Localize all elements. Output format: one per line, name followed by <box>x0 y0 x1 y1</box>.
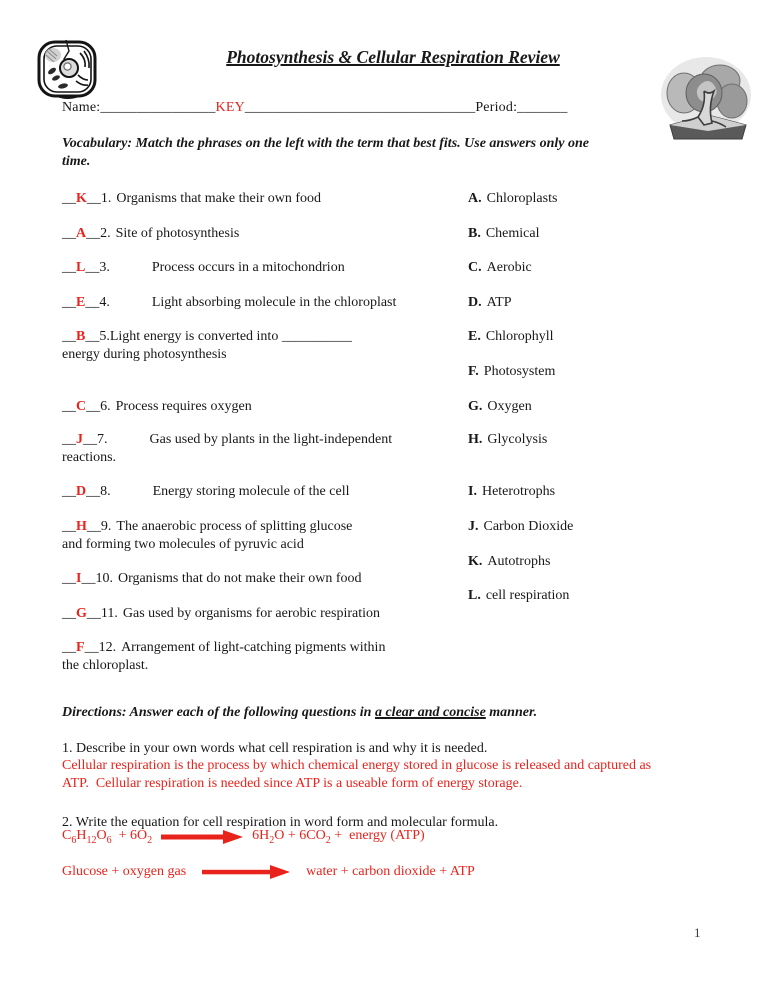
formula-subscript: 12 <box>86 834 97 846</box>
question-number: 12. <box>98 640 117 655</box>
answer-blank: __ <box>86 399 101 414</box>
term-text: Photosystem <box>483 364 556 379</box>
term-text: Chemical <box>485 226 540 241</box>
term-text: Autotrophs <box>487 554 551 569</box>
vocabulary-line1: Vocabulary: Match the phrases on the left with the term that best fits. Use answers only one <box>62 136 589 151</box>
formula-subscript: 6 <box>106 834 112 846</box>
term-f <box>468 363 555 381</box>
term-text: Glycolysis <box>487 432 548 447</box>
answer-letter: D <box>76 484 87 499</box>
matching-question-3 <box>62 259 345 277</box>
question-2: 2. Write the equation for cell respiration in word form and molecular formula. <box>62 815 499 830</box>
term-i <box>468 483 555 501</box>
question-number: 4. <box>99 295 110 310</box>
answer-blank: __ <box>85 329 100 344</box>
matching-question-5 <box>62 328 352 363</box>
answer-blank: __ <box>85 295 100 310</box>
term-text: Heterotrophs <box>481 484 556 499</box>
answer-blank: __ <box>62 640 76 655</box>
reaction-arrow-icon <box>202 865 290 879</box>
question-number: 11. <box>100 606 118 621</box>
period-blank: _______ <box>517 100 568 115</box>
answer-blank: __ <box>81 571 96 586</box>
answer-letter: H <box>76 519 87 534</box>
formula-subscript: 2 <box>325 834 331 846</box>
question-number: 1. <box>100 191 112 206</box>
term-e <box>468 328 554 346</box>
vocabulary-line2: time. <box>62 153 91 169</box>
matching-question-12 <box>62 639 385 674</box>
vocabulary-instructions <box>62 135 589 170</box>
answer-letter: I <box>76 571 82 586</box>
question-number: 5. <box>99 329 110 344</box>
page-number: 1 <box>694 925 701 940</box>
question-text: Energy storing molecule of the cell <box>152 484 350 499</box>
answer-blank: __ <box>62 295 76 310</box>
term-d <box>468 294 512 312</box>
term-letter: L. <box>468 588 481 603</box>
reaction-arrow-icon <box>161 830 243 844</box>
directions-text: Directions: Answer each of the following questions in <box>62 705 375 720</box>
answer-blank: __ <box>84 640 99 655</box>
directions-underlined-text: a clear and concise <box>374 705 486 720</box>
question-text: Arrangement of light-catching pigments within <box>121 640 386 655</box>
formula-subscript: 2 <box>147 834 153 846</box>
answer-blank: __ <box>62 260 76 275</box>
word-equation-lhs: Glucose + oxygen gas <box>62 864 187 879</box>
question-number: 10. <box>95 571 113 586</box>
term-letter: B. <box>468 226 481 241</box>
answer-letter: K <box>76 191 87 206</box>
question-number: 3. <box>99 260 110 275</box>
answer-blank: __ <box>86 484 101 499</box>
question-1-answer-line2: ATP. Cellular respiration is needed since ATP is a useable form of energy storage. <box>62 776 523 791</box>
matching-question-7 <box>62 431 392 466</box>
formula-part: 6H <box>252 828 270 843</box>
term-text: ATP <box>486 295 512 310</box>
formula-rhs <box>252 828 425 846</box>
answer-letter: L <box>76 260 86 275</box>
directions-text-end: manner. <box>485 705 538 720</box>
answer-letter: A <box>76 226 87 241</box>
tree-clipart-image <box>660 55 752 143</box>
formula-subscript: 6 <box>71 834 77 846</box>
term-text: Oxygen <box>487 399 532 414</box>
question-text: Organisms that do not make their own food <box>117 571 362 586</box>
matching-question-9 <box>62 518 352 553</box>
equation-molecular <box>62 828 425 846</box>
answer-blank: __ <box>62 191 76 206</box>
question-number: 2. <box>100 226 111 241</box>
answer-letter: E <box>76 295 86 310</box>
period-label: Period: <box>475 100 518 115</box>
term-text: Aerobic <box>486 260 532 275</box>
page-title: Photosynthesis & Cellular Respiration Review <box>226 47 560 67</box>
matching-question-2 <box>62 225 239 243</box>
answer-blank: __ <box>62 329 76 344</box>
word-equation-rhs: water + carbon dioxide + ATP <box>306 864 475 879</box>
formula-part: O <box>96 828 107 843</box>
term-text: Carbon Dioxide <box>483 519 574 534</box>
formula-lhs <box>62 828 152 846</box>
term-k <box>468 553 550 571</box>
matching-question-11 <box>62 605 380 623</box>
answer-blank: __ <box>62 519 76 534</box>
answer-blank: __ <box>62 484 76 499</box>
question-text: Gas used by plants in the light-independent <box>149 432 393 447</box>
answer-blank: __ <box>86 606 101 621</box>
answer-blank: __ <box>62 571 76 586</box>
matching-question-4 <box>62 294 396 312</box>
question-text: Site of photosynthesis <box>115 226 240 241</box>
question-text: Process occurs in a mitochondrion <box>151 260 345 275</box>
name-period-line <box>62 100 568 116</box>
term-letter: H. <box>468 432 483 447</box>
matching-question-6 <box>62 398 252 416</box>
question-text: The anaerobic process of splitting glucose <box>116 519 353 534</box>
answer-blank: __ <box>62 226 76 241</box>
answer-blank: __ <box>83 432 97 447</box>
formula-part: + energy (ATP) <box>330 828 425 843</box>
term-letter: J. <box>468 519 479 534</box>
name-label: Name: <box>62 100 101 115</box>
question-text-line2: reactions. <box>62 449 117 465</box>
name-blank2: ________________________________ <box>244 100 476 115</box>
matching-question-10 <box>62 570 362 588</box>
term-text: Chloroplasts <box>486 191 558 206</box>
question-text: Gas used by organisms for aerobic respiration <box>122 606 380 621</box>
answer-letter: F <box>76 640 85 655</box>
answer-blank: __ <box>86 191 101 206</box>
question-text: Light absorbing molecule in the chloroplast <box>151 295 397 310</box>
term-letter: G. <box>468 399 483 414</box>
term-letter: K. <box>468 554 483 569</box>
question-1: 1. Describe in your own words what cell respiration is and why it is needed. <box>62 741 488 756</box>
question-number: 6. <box>100 399 111 414</box>
term-g <box>468 398 532 416</box>
formula-part: O + 6CO <box>274 828 326 843</box>
term-letter: D. <box>468 295 482 310</box>
question-text: Light energy is converted into __________ <box>109 329 352 344</box>
question-text-line2: and forming two molecules of pyruvic acid <box>62 536 304 552</box>
term-j <box>468 518 573 536</box>
question-1-answer-line1: Cellular respiration is the process by which chemical energy stored in glucose is released and captured as <box>62 758 652 773</box>
directions-line <box>62 705 537 721</box>
term-b <box>468 225 540 243</box>
term-letter: C. <box>468 260 482 275</box>
question-text: Organisms that make their own food <box>116 191 322 206</box>
term-text: Chlorophyll <box>485 329 554 344</box>
answer-letter: C <box>76 399 87 414</box>
question-number: 8. <box>100 484 111 499</box>
term-text: cell respiration <box>485 588 570 603</box>
term-c <box>468 259 532 277</box>
term-letter: E. <box>468 329 481 344</box>
question-text: Process requires oxygen <box>115 399 252 414</box>
term-letter: F. <box>468 364 479 379</box>
formula-part: C <box>62 828 72 843</box>
term-a <box>468 190 557 208</box>
answer-letter: B <box>76 329 86 344</box>
formula-subscript: 2 <box>269 834 275 846</box>
term-h <box>468 431 547 449</box>
answer-blank: __ <box>86 226 101 241</box>
matching-question-8 <box>62 483 349 501</box>
formula-part: + 6O <box>111 828 148 843</box>
formula-part: H <box>76 828 87 843</box>
name-blank: ________________ <box>100 100 216 115</box>
question-number: 7. <box>97 432 108 447</box>
key-answer: KEY <box>215 100 245 115</box>
answer-letter: J <box>76 432 83 447</box>
term-letter: A. <box>468 191 482 206</box>
equation-word <box>62 864 475 880</box>
matching-question-1 <box>62 190 321 208</box>
term-letter: I. <box>468 484 477 499</box>
answer-blank: __ <box>85 260 100 275</box>
term-l <box>468 587 569 605</box>
question-text-line2: energy during photosynthesis <box>62 346 227 362</box>
answer-blank: __ <box>62 606 76 621</box>
answer-blank: __ <box>62 399 76 414</box>
answer-blank: __ <box>62 432 76 447</box>
question-text-line2: the chloroplast. <box>62 657 149 673</box>
answer-blank: __ <box>86 519 101 534</box>
answer-letter: G <box>76 606 87 621</box>
question-number: 9. <box>100 519 112 534</box>
